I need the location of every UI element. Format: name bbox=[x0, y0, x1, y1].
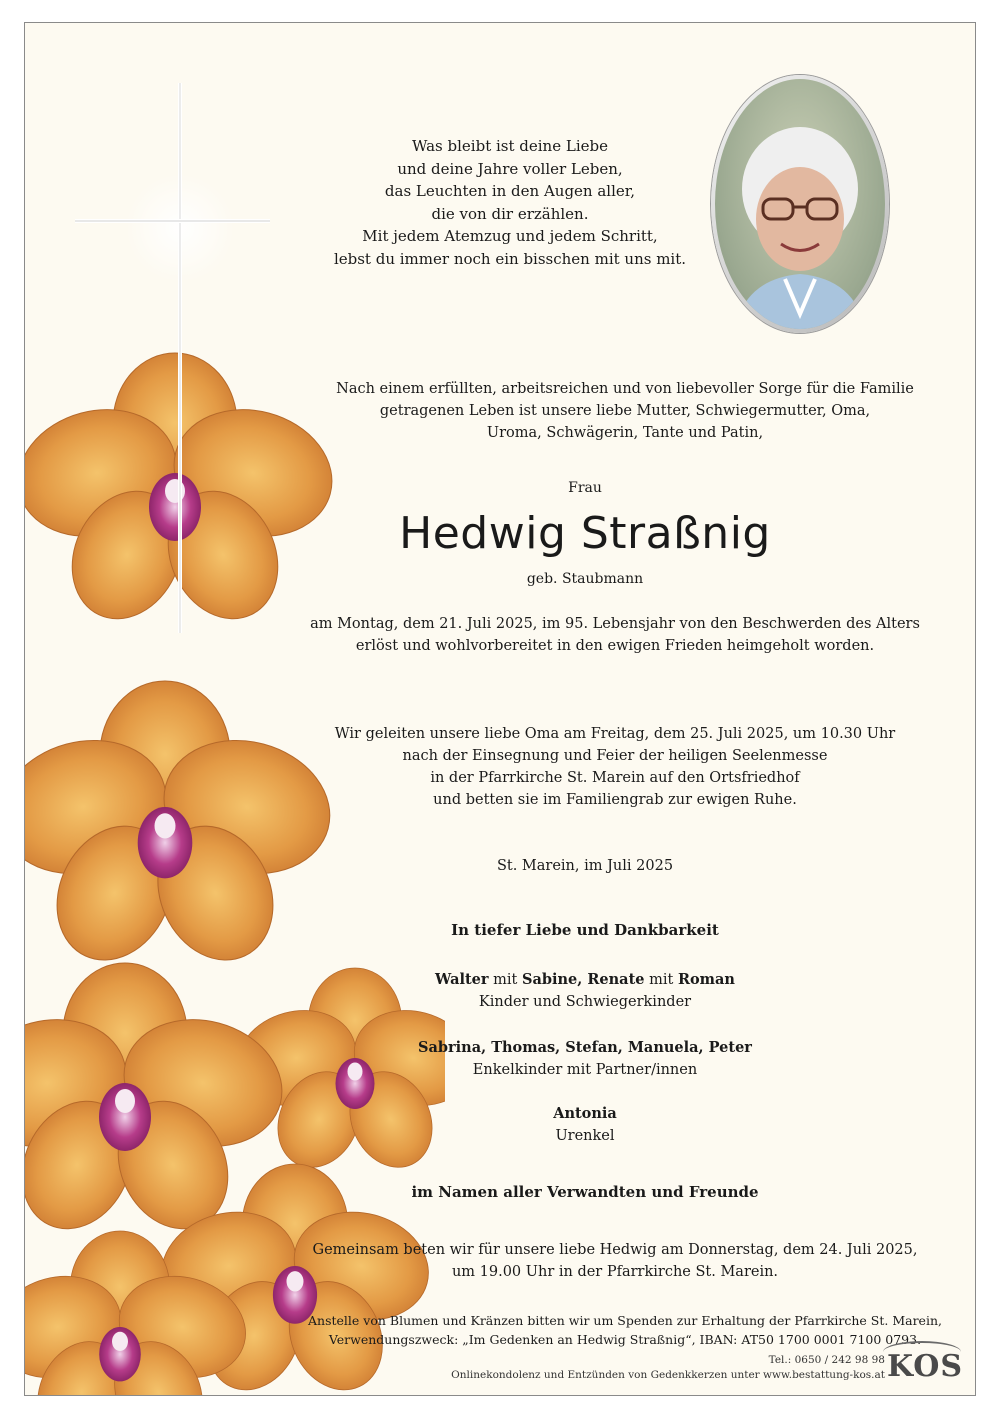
poem-line: Was bleibt ist deine Liebe bbox=[412, 137, 608, 155]
donation-notice bbox=[285, 1311, 965, 1349]
relatives-line: im Namen aller Verwandten und Freunde bbox=[411, 1183, 759, 1201]
death-line: erlöst und wohlvorbereitet in den ewigen Frieden heimgeholt worden. bbox=[355, 638, 875, 654]
birth-name: geb. Staubmann bbox=[526, 571, 644, 587]
funeral-line: nach der Einsegnung und Feier der heiligen Seelenmesse bbox=[402, 748, 828, 764]
intro-line: Uroma, Schwägerin, Tante und Patin, bbox=[486, 425, 764, 441]
intro-line: Nach einem erfüllten, arbeitsreichen und von liebevoller Sorge für die Familie bbox=[336, 381, 914, 397]
great-grandchild-label: Urenkel bbox=[555, 1128, 615, 1144]
footer bbox=[425, 1353, 885, 1383]
funeral-details bbox=[315, 723, 915, 811]
grandchildren-names: Sabrina, Thomas, Stefan, Manuela, Peter bbox=[418, 1039, 752, 1056]
donation-line: Verwendungszweck: „Im Gedenken an Hedwig Straßnig“, IBAN: AT50 1700 0001 7100 0793. bbox=[328, 1332, 922, 1347]
place-date: St. Marein, im Juli 2025 bbox=[496, 858, 674, 874]
death-notice bbox=[295, 613, 935, 657]
intro-text bbox=[315, 378, 935, 444]
children-label: Kinder und Schwiegerkinder bbox=[478, 994, 692, 1010]
poem-line: lebst du immer noch ein bisschen mit uns mit. bbox=[333, 249, 687, 268]
poem-line: Mit jedem Atemzug und jedem Schritt, bbox=[362, 227, 658, 245]
death-line: am Montag, dem 21. Juli 2025, im 95. Lebensjahr von den Beschwerden des Alters bbox=[310, 616, 920, 632]
children-block bbox=[355, 969, 815, 1013]
great-grandchild-name: Antonia bbox=[553, 1105, 617, 1122]
great-grandchild-block bbox=[455, 1103, 715, 1147]
poem bbox=[295, 135, 725, 270]
footer-online: Onlinekondolenz und Entzünden von Gedenkkerzen unter www.bestattung-kos.at bbox=[451, 1369, 885, 1381]
children-names: Walter mit Sabine, Renate mit Roman bbox=[435, 971, 735, 988]
grandchildren-block bbox=[355, 1037, 815, 1081]
kos-logo: KOS bbox=[887, 1349, 964, 1384]
thanks-heading: In tiefer Liebe und Dankbarkeit bbox=[451, 921, 719, 939]
poem-line: das Leuchten in den Augen aller, bbox=[384, 182, 636, 200]
poem-line: und deine Jahre voller Leben, bbox=[397, 159, 623, 178]
portrait-photo bbox=[715, 79, 885, 329]
prayer-line: Gemeinsam beten wir für unsere liebe Hedwig am Donnerstag, dem 24. Juli 2025, bbox=[312, 1242, 918, 1258]
poem-line: die von dir erzählen. bbox=[431, 204, 589, 223]
prayer-line: um 19.00 Uhr in der Pfarrkirche St. Marein. bbox=[451, 1264, 779, 1280]
salutation: Frau bbox=[568, 480, 602, 496]
deceased-name: Hedwig Straßnig bbox=[399, 508, 771, 559]
funeral-line: in der Pfarrkirche St. Marein auf den Ortsfriedhof bbox=[430, 770, 800, 786]
funeral-line: und betten sie im Familiengrab zur ewigen Ruhe. bbox=[433, 792, 797, 808]
intro-line: getragenen Leben ist unsere liebe Mutter, Schwiegermutter, Oma, bbox=[379, 403, 871, 419]
portrait-frame bbox=[711, 75, 889, 333]
grandchildren-label: Enkelkinder mit Partner/innen bbox=[472, 1062, 698, 1078]
funeral-line: Wir geleiten unsere liebe Oma am Freitag, dem 25. Juli 2025, um 10.30 Uhr bbox=[334, 726, 896, 742]
donation-line: Anstelle von Blumen und Kränzen bitten wir um Spenden zur Erhaltung der Pfarrkirche St. Marein, bbox=[308, 1313, 942, 1328]
prayer-notice bbox=[295, 1239, 935, 1283]
footer-phone: Tel.: 0650 / 242 98 98 bbox=[768, 1354, 885, 1366]
cross-icon bbox=[65, 83, 285, 643]
obituary-page bbox=[24, 22, 976, 1396]
